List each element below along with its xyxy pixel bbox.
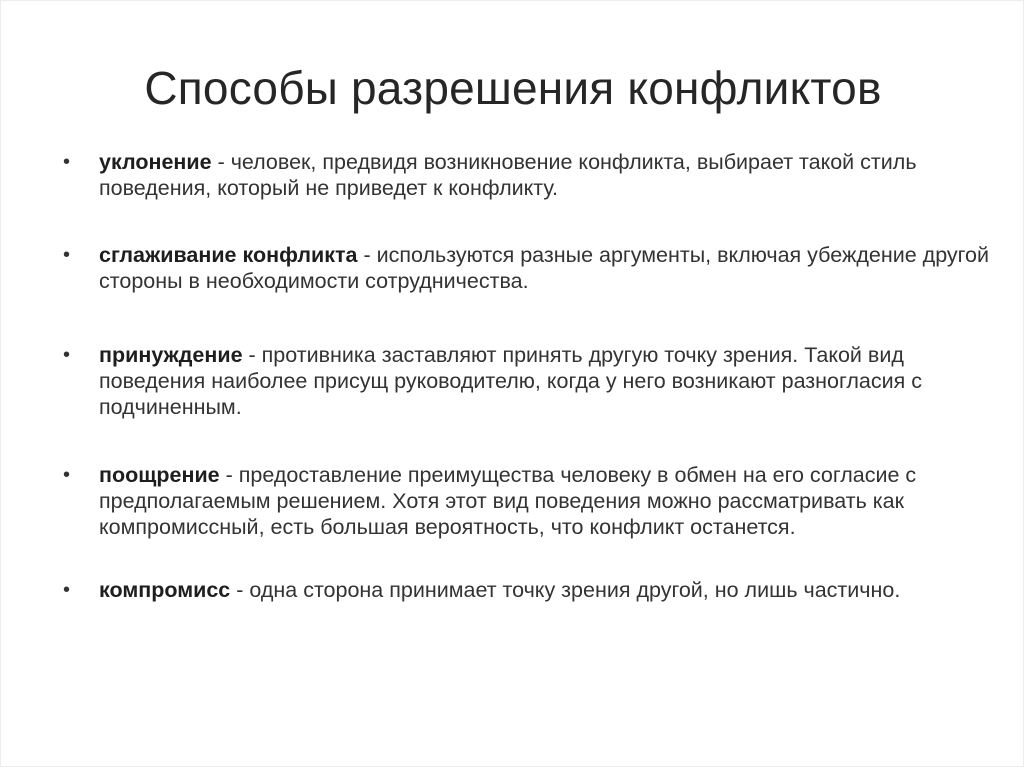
list-item <box>61 462 999 540</box>
slide-title: Способы разрешения конфликтов <box>144 62 882 114</box>
list-item <box>61 577 999 603</box>
item-text: - предоставление преимущества человеку в обмен на его согласие с предполагаемым решением. Хотя этот вид поведения можно рассматривать как компромиссный, есть большая вероятность, что конфликт останется. <box>99 463 917 539</box>
bullet-icon: • <box>63 344 71 366</box>
list-item <box>61 149 999 201</box>
item-text: - человек, предвидя возникновение конфликта, выбирает такой стиль поведения, который не приведет к конфликту. <box>99 150 917 200</box>
item-term: сглаживание конфликта <box>99 243 358 267</box>
item-text: - одна сторона принимает точку зрения другой, но лишь частично. <box>230 578 901 602</box>
bullet-icon: • <box>63 579 71 601</box>
item-term: уклонение <box>99 150 212 174</box>
list-item <box>61 342 999 420</box>
item-term: компромисс <box>99 578 231 602</box>
bullet-icon: • <box>63 464 71 486</box>
list-item <box>61 242 999 294</box>
bullet-icon: • <box>63 151 71 173</box>
bullet-icon: • <box>63 244 71 266</box>
item-text: - используются разные аргументы, включая убеждение другой стороны в необходимости сотрудничества. <box>99 243 989 293</box>
item-term: принуждение <box>99 343 243 367</box>
item-term: поощрение <box>99 463 220 487</box>
item-text: - противника заставляют принять другую точку зрения. Такой вид поведения наиболее присущ руководителю, когда у него возникают разногласия с подчиненным. <box>99 343 922 419</box>
